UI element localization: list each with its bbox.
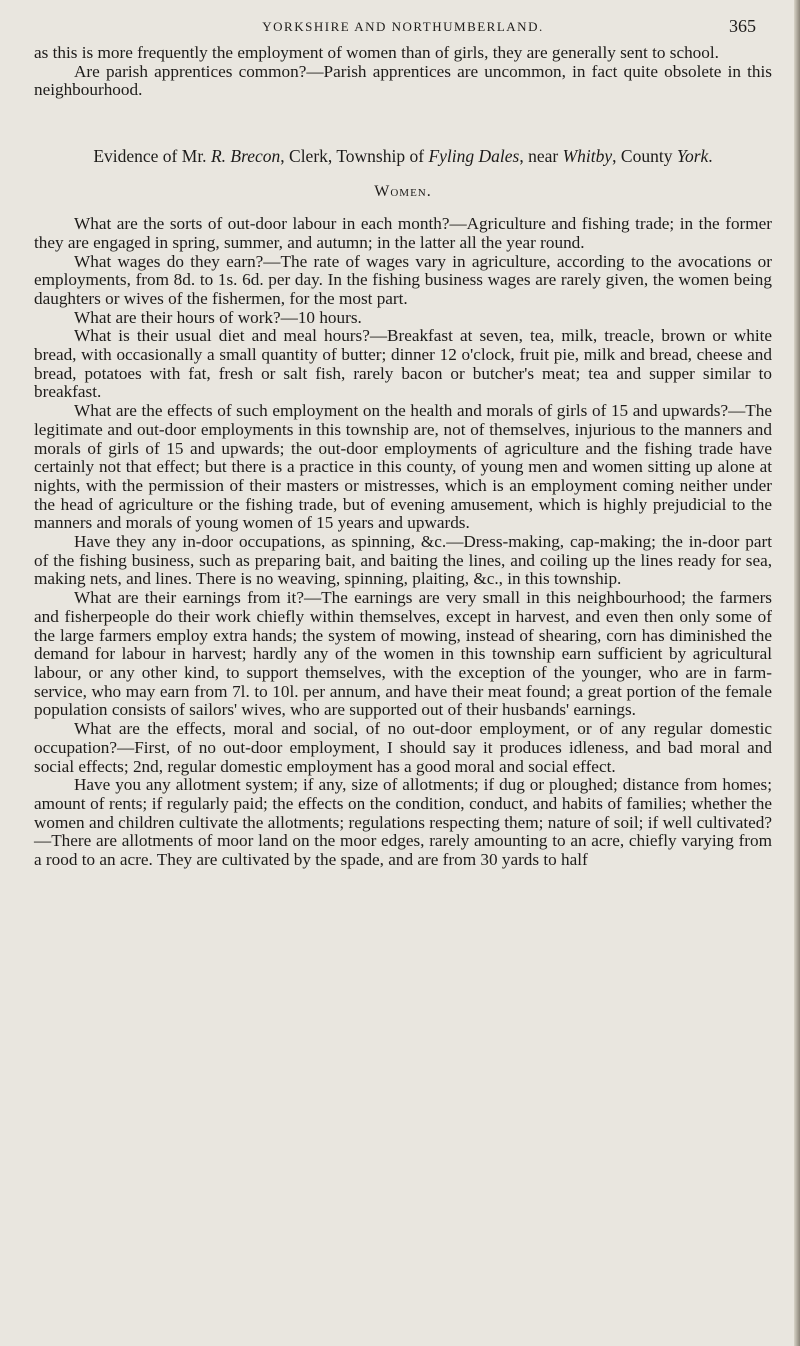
county-name: York [676, 146, 709, 167]
running-header [34, 16, 772, 40]
paragraph: What is their usual diet and meal hours?—Breakfast at seven, tea, milk, treacle, brown or white bread, with occasionally a small quantity of butter; dinner 12 o'clock, fruit pie, milk and bread, cheese and bread, potatoes with fat, fresh or salt fish, rarely bacon or butcher's meat; tea and supper similar to breakfast. [34, 326, 772, 402]
paragraph: Have they any in-door occupations, as spinning, &c.—Dress-making, cap-making; the in-door part of the fishing business, such as preparing bait, and baiting the lines, and coiling up the lines ready for sea, making nets, and lines. There is no weaving, spinning, plaiting, &c., in this township. [34, 532, 772, 589]
paragraph: What wages do they earn?—The rate of wages vary in agriculture, according to the avocations or employments, from 8d. to 1s. 6d. per day. In the fishing business wages are rarely given, the women being daughters or wives of the fishermen, for the most part. [34, 251, 772, 308]
body-text [34, 215, 772, 870]
continued-text [34, 44, 772, 100]
evidence-heading: Evidence of Mr. R. Brecon, Clerk, Township of Fyling Dales, near Whitby, County York. [93, 146, 713, 167]
witness-name: R. Brecon [210, 146, 281, 167]
continued-paragraph: Are parish apprentices common?—Parish apprentices are uncommon, in fact quite obsolete in this neighbourhood. [34, 61, 772, 100]
page-edge [794, 0, 800, 1346]
page-number: 365 [729, 16, 756, 36]
paragraph: What are the effects, moral and social, of no out-door employment, or of any regular domestic occupation?—First, of no out-door employment, I should say it produces idleness, and bad moral and social effects; 2nd, regular domestic employment has a good moral and social effect. [34, 719, 772, 776]
section-heading: Women. [374, 183, 432, 201]
book-page [34, 16, 772, 1336]
paragraph: Have you any allotment system; if any, size of allotments; if dug or ploughed; distance from homes; amount of rents; if regularly paid; the effects on the condition, conduct, and habits of families; whether the women and children cultivate the allotments; regulations respecting them; nature of soil; if well cultivated?—There are allotments of moor land on the moor edges, rarely amounting to an acre, chiefly varying from a rood to an acre. They are cultivated by the spade, and are from 30 yards to half [34, 775, 772, 870]
paragraph: What are the sorts of out-door labour in each month?—Agriculture and fishing trade; in the former they are engaged in spring, summer, and autumn; in the latter all the year round. [34, 214, 772, 252]
paragraph: What are the effects of such employment on the health and morals of girls of 15 and upwards?—The legitimate and out-door employments in this township are, not of themselves, injurious to the manners and morals of girls of 15 and upwards; the out-door employments of agriculture and the fishing trade have certainly not that effect; but there is a practice in this county, of young men and women sitting up alone at nights, with the permission of their masters or mistresses, which is an employment coming neither under the head of agriculture or the fishing trade, but of evening amusement, which is highly prejudicial to the manners and morals of young women of 15 years and upwards. [34, 401, 772, 533]
paragraph: What are their earnings from it?—The earnings are very small in this neighbourhood; the farmers and fisherpeople do their work chiefly within themselves, except in harvest, and even then only some of the large farmers employ extra hands; the system of mowing, instead of shearing, corn has diminished the demand for labour in harvest; hardly any of the women in this township earn sufficient by agricultural labour, or any other kind, to support themselves, with the exception of the younger, who are in farm-service, who may earn from 7l. to 10l. per annum, and have their meat found; a great portion of the female population consists of sailors' wives, who are supported out of their husbands' earnings. [34, 588, 772, 720]
continued-paragraph: as this is more frequently the employment of women than of girls, they are generally sent to school. [34, 43, 719, 62]
township-name: Fyling Dales [428, 146, 520, 167]
town-name: Whitby [562, 146, 613, 167]
paragraph: What are their hours of work?—10 hours. [74, 307, 362, 327]
running-title: YORKSHIRE AND NORTHUMBERLAND. [262, 19, 544, 34]
